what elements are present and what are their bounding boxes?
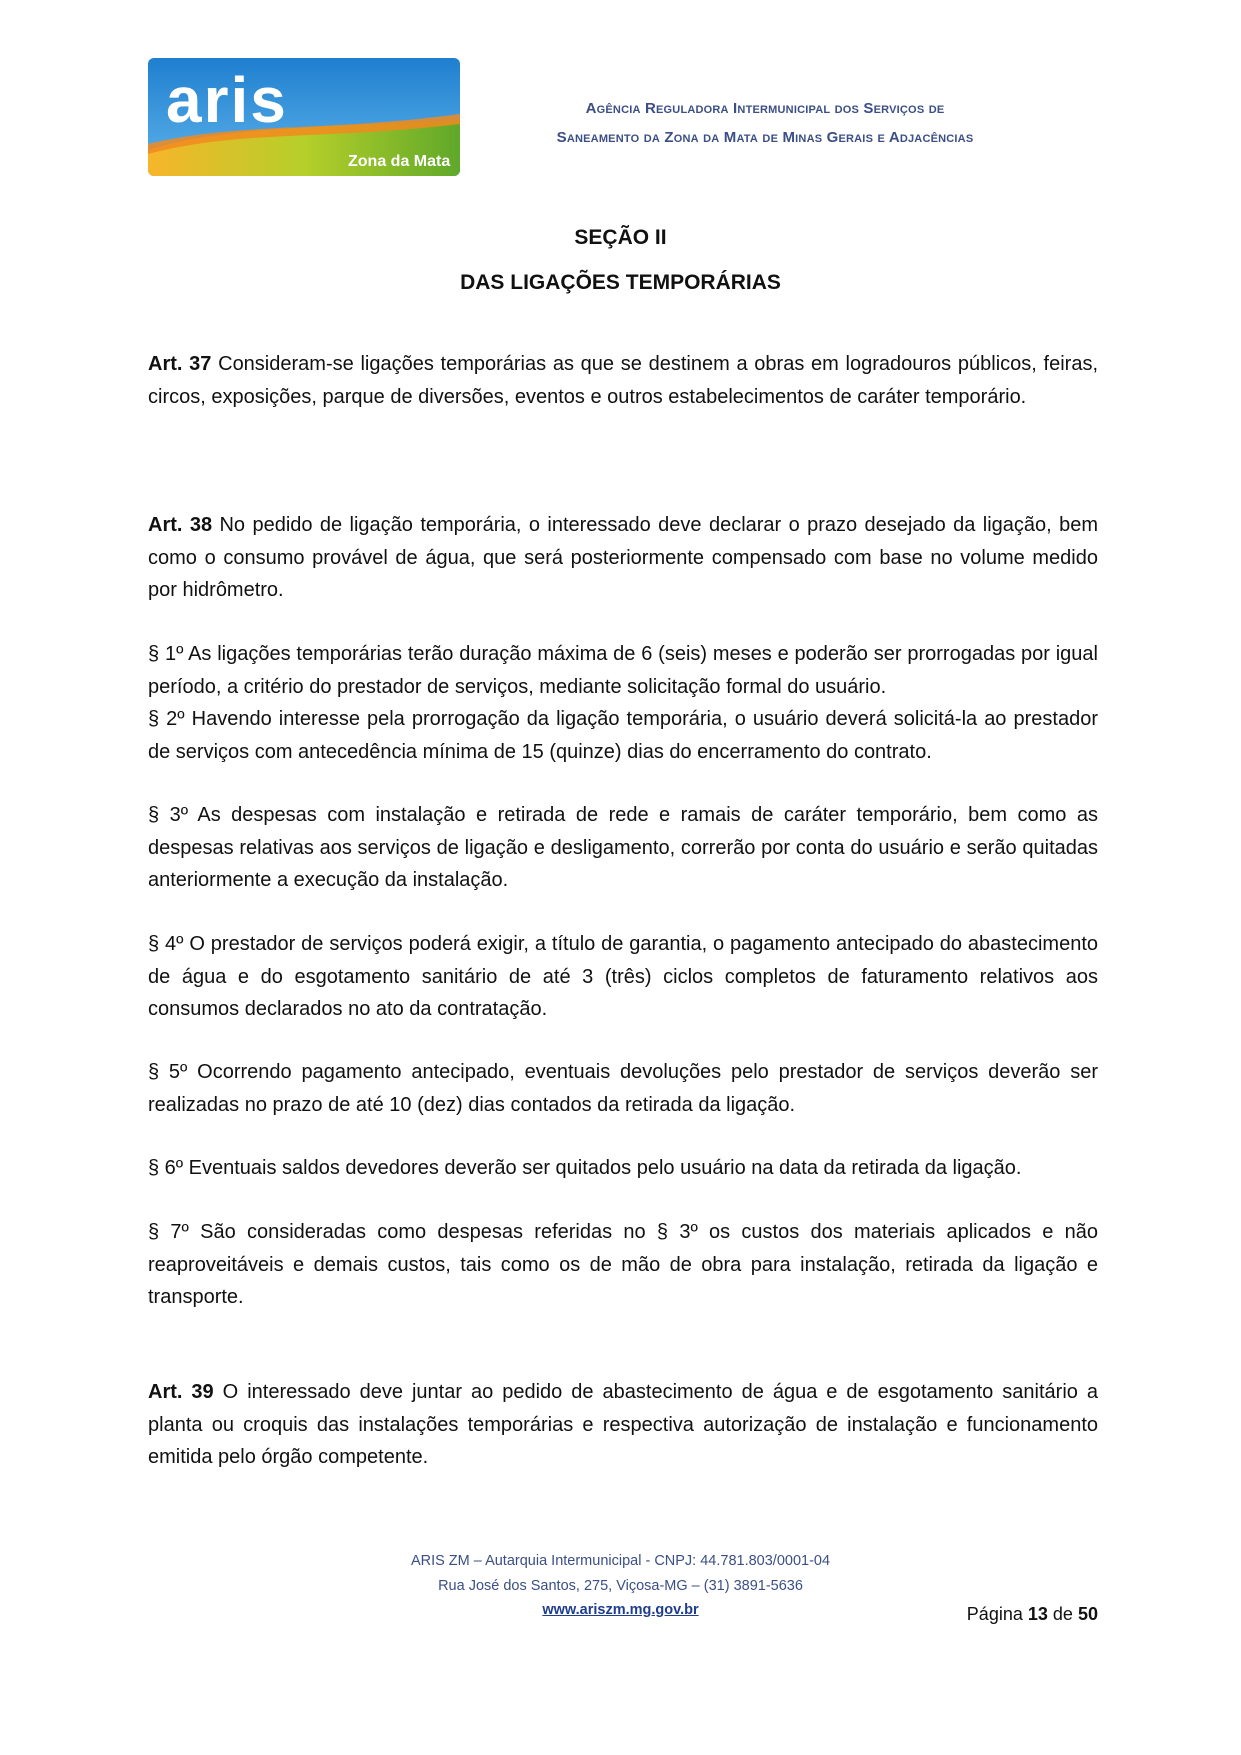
section-title: DAS LIGAÇÕES TEMPORÁRIAS xyxy=(460,271,781,294)
website-link[interactable]: www.ariszm.mg.gov.br xyxy=(542,1602,699,1618)
aris-logo xyxy=(148,58,460,176)
agency-name xyxy=(505,94,1025,152)
page-prefix: Página xyxy=(966,1604,1023,1624)
section-number: SEÇÃO II xyxy=(574,226,667,249)
paragraph-7: § 7º São consideradas como despesas referidas no § 3º os custos dos materiais aplicados e não reaproveitáveis e demais custos, tais como os de mão de obra para instalação, retirada da ligação e transporte. xyxy=(148,1221,1098,1308)
footer-line-1: ARIS ZM – Autarquia Intermunicipal - CNPJ: 44.781.803/0001-04 xyxy=(410,1553,831,1569)
page-total: 50 xyxy=(1077,1604,1098,1624)
logo-wordmark: aris xyxy=(166,64,288,136)
article-text: O interessado deve juntar ao pedido de abastecimento de água e de esgotamento sanitário a planta ou croquis das instalações temporárias e respectiva autorização de instalação e funcionamento emitida pelo órgão competente. xyxy=(148,1381,1098,1468)
paragraph-3: § 3º As despesas com instalação e retirada de rede e ramais de caráter temporário, bem como as despesas relativas aos serviços de ligação e desligamento, correrão por conta do usuário e serão quitadas anteriormente a execução da instalação. xyxy=(148,804,1098,891)
article-37 xyxy=(148,348,1098,413)
page-separator: de xyxy=(1052,1604,1073,1624)
agency-line-2: Saneamento da Zona da Mata de Minas Gerais e Adjacências xyxy=(556,129,974,146)
logo-subtitle: Zona da Mata xyxy=(348,153,451,170)
page-number xyxy=(967,1604,1098,1625)
article-38 xyxy=(148,509,1098,607)
logo-graphic xyxy=(148,58,460,176)
article-text: Consideram-se ligações temporárias as que se destinem a obras em logradouros públicos, feiras, circos, exposições, parque de diversões, eventos e outros estabelecimentos de caráter temporário. xyxy=(148,353,1098,408)
paragraph-4: § 4º O prestador de serviços poderá exigir, a título de garantia, o pagamento antecipado do abastecimento de água e do esgotamento sanitário de até 3 (três) ciclos completos de faturamento relativos aos consumos declarados no ato da contratação. xyxy=(148,933,1098,1020)
paragraph-2: § 2º Havendo interesse pela prorrogação da ligação temporária, o usuário deverá solicitá-la ao prestador de serviços com antecedência mínima de 15 (quinze) dias do encerramento do contrato. xyxy=(148,708,1098,763)
article-label: Art. 38 xyxy=(148,514,213,536)
footer-line-2: Rua José dos Santos, 275, Viçosa-MG – (31) 3891-5636 xyxy=(438,1578,803,1594)
agency-line-1: Agência Reguladora Intermunicipal dos Serviços de xyxy=(585,100,945,117)
paragraph-6: § 6º Eventuais saldos devedores deverão ser quitados pelo usuário na data da retirada da ligação. xyxy=(148,1157,1022,1179)
paragraph-5: § 5º Ocorrendo pagamento antecipado, eventuais devoluções pelo prestador de serviços deverão ser realizadas no prazo de até 10 (dez) dias contados da retirada da ligação. xyxy=(148,1061,1098,1116)
paragraph-1: § 1º As ligações temporárias terão duração máxima de 6 (seis) meses e poderão ser prorrogadas por igual período, a critério do prestador de serviços, mediante solicitação formal do usuário. xyxy=(148,643,1098,698)
article-39 xyxy=(148,1376,1098,1474)
article-label: Art. 37 xyxy=(148,353,212,375)
article-label: Art. 39 xyxy=(148,1381,214,1403)
article-text: No pedido de ligação temporária, o interessado deve declarar o prazo desejado da ligação, bem como o consumo provável de água, que será posteriormente compensado com base no volume medido por hidrômetro. xyxy=(148,514,1098,601)
page-current: 13 xyxy=(1027,1604,1048,1624)
